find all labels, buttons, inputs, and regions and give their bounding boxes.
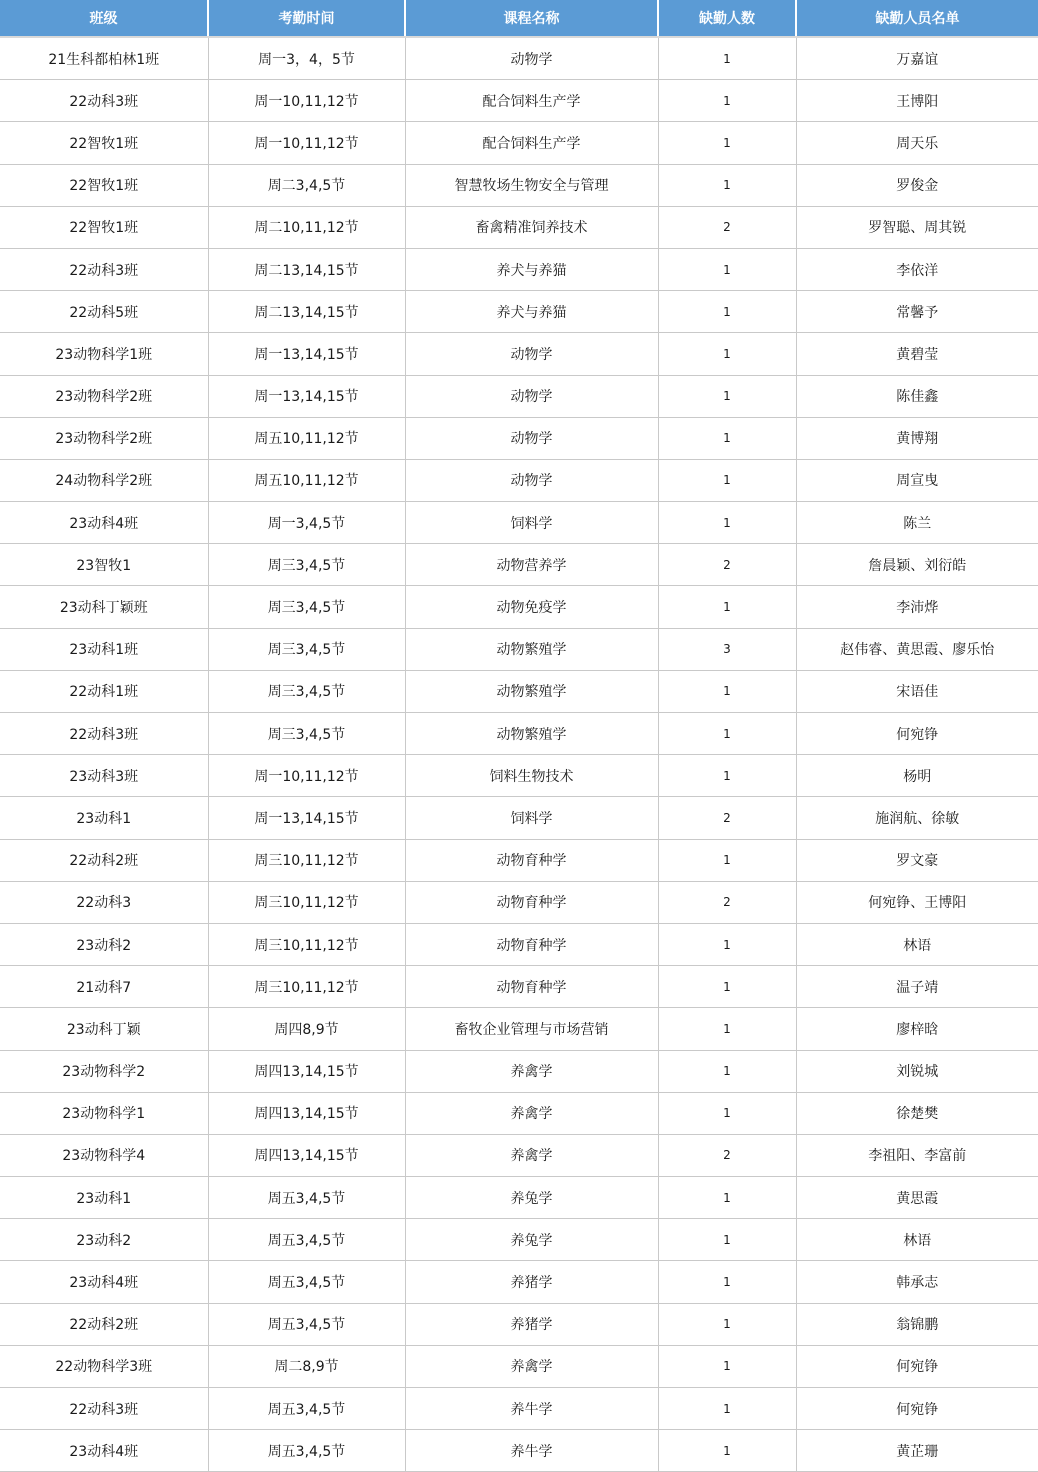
cell-class: 22智牧1班 xyxy=(0,206,208,248)
table-row xyxy=(0,1134,1038,1176)
cell-attendance-time: 周三10,11,12节 xyxy=(208,881,405,923)
cell-attendance-time: 周二3,4,5节 xyxy=(208,164,405,206)
table-row xyxy=(0,1388,1038,1430)
cell-absent-count: 1 xyxy=(658,37,796,80)
table-row xyxy=(0,839,1038,881)
cell-course-name: 动物育种学 xyxy=(405,881,658,923)
cell-attendance-time: 周一10,11,12节 xyxy=(208,80,405,122)
cell-attendance-time: 周五3,4,5节 xyxy=(208,1261,405,1303)
cell-course-name: 动物繁殖学 xyxy=(405,670,658,712)
cell-absent-names: 詹晨颖、刘衍皓 xyxy=(796,544,1038,586)
cell-absent-names: 徐楚樊 xyxy=(796,1092,1038,1134)
cell-absent-count: 1 xyxy=(658,1261,796,1303)
cell-absent-names: 韩承志 xyxy=(796,1261,1038,1303)
cell-attendance-time: 周五3,4,5节 xyxy=(208,1388,405,1430)
cell-attendance-time: 周三10,11,12节 xyxy=(208,923,405,965)
cell-class: 22动科1班 xyxy=(0,670,208,712)
cell-course-name: 养禽学 xyxy=(405,1050,658,1092)
cell-absent-count: 1 xyxy=(658,1050,796,1092)
table-row xyxy=(0,1050,1038,1092)
cell-course-name: 动物学 xyxy=(405,417,658,459)
cell-course-name: 养猪学 xyxy=(405,1261,658,1303)
cell-attendance-time: 周五3,4,5节 xyxy=(208,1430,405,1472)
cell-course-name: 养牛学 xyxy=(405,1388,658,1430)
table-row xyxy=(0,1008,1038,1050)
cell-absent-count: 1 xyxy=(658,1092,796,1134)
cell-absent-names: 黄碧莹 xyxy=(796,333,1038,375)
cell-course-name: 养禽学 xyxy=(405,1345,658,1387)
cell-absent-count: 1 xyxy=(658,375,796,417)
cell-absent-count: 1 xyxy=(658,713,796,755)
cell-absent-names: 何宛铮、王博阳 xyxy=(796,881,1038,923)
cell-class: 23动科4班 xyxy=(0,1261,208,1303)
cell-class: 23动科2 xyxy=(0,1219,208,1261)
cell-absent-count: 1 xyxy=(658,1008,796,1050)
cell-absent-names: 廖梓晗 xyxy=(796,1008,1038,1050)
cell-course-name: 畜牧企业管理与市场营销 xyxy=(405,1008,658,1050)
cell-class: 23动物科学1 xyxy=(0,1092,208,1134)
cell-course-name: 养犬与养猫 xyxy=(405,291,658,333)
cell-course-name: 养猪学 xyxy=(405,1303,658,1345)
cell-course-name: 智慧牧场生物安全与管理 xyxy=(405,164,658,206)
cell-absent-names: 施润航、徐敏 xyxy=(796,797,1038,839)
cell-absent-count: 1 xyxy=(658,333,796,375)
cell-attendance-time: 周三3,4,5节 xyxy=(208,586,405,628)
cell-class: 22智牧1班 xyxy=(0,164,208,206)
cell-class: 23动物科学2班 xyxy=(0,375,208,417)
cell-absent-names: 黄博翔 xyxy=(796,417,1038,459)
cell-absent-names: 林语 xyxy=(796,923,1038,965)
cell-course-name: 动物育种学 xyxy=(405,923,658,965)
cell-attendance-time: 周二13,14,15节 xyxy=(208,248,405,290)
table-row xyxy=(0,417,1038,459)
table-row xyxy=(0,248,1038,290)
cell-class: 22动物科学3班 xyxy=(0,1345,208,1387)
cell-class: 23动科1 xyxy=(0,797,208,839)
cell-course-name: 养兔学 xyxy=(405,1219,658,1261)
table-row xyxy=(0,1430,1038,1472)
cell-absent-count: 1 xyxy=(658,122,796,164)
table-row xyxy=(0,713,1038,755)
cell-class: 22动科2班 xyxy=(0,1303,208,1345)
cell-class: 23动物科学4 xyxy=(0,1134,208,1176)
cell-absent-names: 宋语佳 xyxy=(796,670,1038,712)
cell-class: 23动科丁颖班 xyxy=(0,586,208,628)
header-row xyxy=(0,0,1038,37)
cell-class: 22动科2班 xyxy=(0,839,208,881)
cell-absent-names: 罗文豪 xyxy=(796,839,1038,881)
cell-class: 23动物科学1班 xyxy=(0,333,208,375)
cell-absent-names: 罗智聪、周其锐 xyxy=(796,206,1038,248)
cell-absent-names: 温子靖 xyxy=(796,966,1038,1008)
cell-class: 23动科1班 xyxy=(0,628,208,670)
cell-attendance-time: 周一10,11,12节 xyxy=(208,755,405,797)
table-row xyxy=(0,459,1038,501)
table-row xyxy=(0,1177,1038,1219)
cell-course-name: 动物育种学 xyxy=(405,966,658,1008)
cell-attendance-time: 周二13,14,15节 xyxy=(208,291,405,333)
cell-class: 23动科1 xyxy=(0,1177,208,1219)
table-row xyxy=(0,1261,1038,1303)
cell-course-name: 饲料学 xyxy=(405,797,658,839)
cell-attendance-time: 周一3,4,5节 xyxy=(208,502,405,544)
cell-course-name: 配合饲料生产学 xyxy=(405,80,658,122)
cell-absent-names: 李依洋 xyxy=(796,248,1038,290)
cell-absent-count: 1 xyxy=(658,164,796,206)
cell-absent-count: 1 xyxy=(658,80,796,122)
cell-course-name: 养禽学 xyxy=(405,1134,658,1176)
table-row xyxy=(0,122,1038,164)
cell-attendance-time: 周五10,11,12节 xyxy=(208,459,405,501)
cell-attendance-time: 周一13,14,15节 xyxy=(208,375,405,417)
cell-absent-names: 陈兰 xyxy=(796,502,1038,544)
table-row xyxy=(0,1345,1038,1387)
table-row xyxy=(0,206,1038,248)
table-row xyxy=(0,586,1038,628)
cell-course-name: 饲料生物技术 xyxy=(405,755,658,797)
cell-class: 23动物科学2 xyxy=(0,1050,208,1092)
cell-class: 23动科4班 xyxy=(0,502,208,544)
cell-course-name: 动物学 xyxy=(405,459,658,501)
table-header xyxy=(0,0,1038,37)
cell-absent-count: 1 xyxy=(658,839,796,881)
cell-class: 23动科4班 xyxy=(0,1430,208,1472)
cell-attendance-time: 周三3,4,5节 xyxy=(208,544,405,586)
cell-absent-names: 周天乐 xyxy=(796,122,1038,164)
cell-absent-count: 1 xyxy=(658,586,796,628)
cell-absent-names: 何宛铮 xyxy=(796,713,1038,755)
header-attendance-time: 考勤时间 xyxy=(208,0,405,37)
table-row xyxy=(0,544,1038,586)
cell-absent-count: 1 xyxy=(658,755,796,797)
table-row xyxy=(0,881,1038,923)
cell-course-name: 动物学 xyxy=(405,37,658,80)
table-row xyxy=(0,1303,1038,1345)
cell-attendance-time: 周四13,14,15节 xyxy=(208,1092,405,1134)
cell-class: 23动科3班 xyxy=(0,755,208,797)
cell-class: 22动科3班 xyxy=(0,1388,208,1430)
cell-course-name: 饲料学 xyxy=(405,502,658,544)
cell-absent-count: 1 xyxy=(658,1345,796,1387)
cell-absent-count: 1 xyxy=(658,966,796,1008)
cell-class: 22动科3 xyxy=(0,881,208,923)
table-row xyxy=(0,502,1038,544)
cell-absent-count: 1 xyxy=(658,1219,796,1261)
cell-absent-names: 黄芷珊 xyxy=(796,1430,1038,1472)
cell-attendance-time: 周三3,4,5节 xyxy=(208,628,405,670)
cell-class: 21动科7 xyxy=(0,966,208,1008)
cell-course-name: 动物学 xyxy=(405,375,658,417)
cell-class: 21生科都柏林1班 xyxy=(0,37,208,80)
cell-absent-count: 3 xyxy=(658,628,796,670)
cell-absent-names: 李沛烨 xyxy=(796,586,1038,628)
cell-attendance-time: 周五3,4,5节 xyxy=(208,1219,405,1261)
cell-absent-count: 1 xyxy=(658,923,796,965)
table-row xyxy=(0,164,1038,206)
cell-absent-names: 常馨予 xyxy=(796,291,1038,333)
cell-class: 22动科3班 xyxy=(0,713,208,755)
cell-attendance-time: 周二10,11,12节 xyxy=(208,206,405,248)
cell-course-name: 养兔学 xyxy=(405,1177,658,1219)
cell-course-name: 配合饲料生产学 xyxy=(405,122,658,164)
cell-absent-count: 1 xyxy=(658,1430,796,1472)
cell-class: 23动物科学2班 xyxy=(0,417,208,459)
table-row xyxy=(0,797,1038,839)
cell-course-name: 动物学 xyxy=(405,333,658,375)
cell-absent-names: 杨明 xyxy=(796,755,1038,797)
cell-attendance-time: 周四8,9节 xyxy=(208,1008,405,1050)
cell-absent-count: 1 xyxy=(658,1177,796,1219)
cell-course-name: 养犬与养猫 xyxy=(405,248,658,290)
cell-absent-names: 黄思霞 xyxy=(796,1177,1038,1219)
table-row xyxy=(0,923,1038,965)
header-absent-names: 缺勤人员名单 xyxy=(796,0,1038,37)
cell-absent-count: 2 xyxy=(658,881,796,923)
table-row xyxy=(0,1092,1038,1134)
cell-class: 23智牧1 xyxy=(0,544,208,586)
cell-absent-names: 陈佳鑫 xyxy=(796,375,1038,417)
header-absent-count: 缺勤人数 xyxy=(658,0,796,37)
cell-attendance-time: 周一10,11,12节 xyxy=(208,122,405,164)
table-row xyxy=(0,1219,1038,1261)
cell-absent-count: 1 xyxy=(658,459,796,501)
header-class: 班级 xyxy=(0,0,208,37)
cell-absent-names: 周宣曳 xyxy=(796,459,1038,501)
cell-course-name: 养牛学 xyxy=(405,1430,658,1472)
cell-absent-names: 何宛铮 xyxy=(796,1388,1038,1430)
cell-course-name: 动物繁殖学 xyxy=(405,628,658,670)
cell-course-name: 动物营养学 xyxy=(405,544,658,586)
cell-absent-count: 1 xyxy=(658,417,796,459)
header-course-name: 课程名称 xyxy=(405,0,658,37)
cell-absent-count: 2 xyxy=(658,797,796,839)
cell-absent-count: 1 xyxy=(658,1303,796,1345)
cell-attendance-time: 周一13,14,15节 xyxy=(208,797,405,839)
cell-course-name: 养禽学 xyxy=(405,1092,658,1134)
cell-class: 22动科5班 xyxy=(0,291,208,333)
cell-absent-count: 1 xyxy=(658,291,796,333)
table-row xyxy=(0,333,1038,375)
cell-class: 22动科3班 xyxy=(0,248,208,290)
cell-attendance-time: 周三10,11,12节 xyxy=(208,966,405,1008)
cell-absent-count: 1 xyxy=(658,670,796,712)
cell-absent-names: 李祖阳、李富前 xyxy=(796,1134,1038,1176)
cell-attendance-time: 周二8,9节 xyxy=(208,1345,405,1387)
cell-absent-count: 2 xyxy=(658,544,796,586)
table-row xyxy=(0,755,1038,797)
cell-attendance-time: 周四13,14,15节 xyxy=(208,1050,405,1092)
table-row xyxy=(0,670,1038,712)
cell-absent-count: 1 xyxy=(658,502,796,544)
cell-attendance-time: 周四13,14,15节 xyxy=(208,1134,405,1176)
cell-absent-names: 万嘉谊 xyxy=(796,37,1038,80)
table-row xyxy=(0,37,1038,80)
cell-absent-count: 2 xyxy=(658,1134,796,1176)
table-row xyxy=(0,291,1038,333)
cell-absent-names: 罗俊金 xyxy=(796,164,1038,206)
cell-attendance-time: 周一13,14,15节 xyxy=(208,333,405,375)
cell-course-name: 动物繁殖学 xyxy=(405,713,658,755)
cell-class: 22智牧1班 xyxy=(0,122,208,164)
cell-class: 24动物科学2班 xyxy=(0,459,208,501)
cell-absent-names: 林语 xyxy=(796,1219,1038,1261)
cell-attendance-time: 周五3,4,5节 xyxy=(208,1177,405,1219)
cell-course-name: 畜禽精准饲养技术 xyxy=(405,206,658,248)
cell-absent-names: 翁锦鹏 xyxy=(796,1303,1038,1345)
cell-class: 23动科2 xyxy=(0,923,208,965)
cell-attendance-time: 周三3,4,5节 xyxy=(208,713,405,755)
table-row xyxy=(0,628,1038,670)
table-row xyxy=(0,966,1038,1008)
cell-absent-count: 1 xyxy=(658,1388,796,1430)
cell-absent-count: 2 xyxy=(658,206,796,248)
cell-attendance-time: 周一3，4，5节 xyxy=(208,37,405,80)
cell-absent-names: 刘锐城 xyxy=(796,1050,1038,1092)
table-body xyxy=(0,37,1038,1472)
cell-class: 23动科丁颖 xyxy=(0,1008,208,1050)
cell-absent-count: 1 xyxy=(658,248,796,290)
cell-absent-names: 赵伟睿、黄思霞、廖乐怡 xyxy=(796,628,1038,670)
cell-attendance-time: 周三10,11,12节 xyxy=(208,839,405,881)
cell-course-name: 动物免疫学 xyxy=(405,586,658,628)
cell-course-name: 动物育种学 xyxy=(405,839,658,881)
cell-class: 22动科3班 xyxy=(0,80,208,122)
cell-attendance-time: 周五3,4,5节 xyxy=(208,1303,405,1345)
cell-absent-names: 王博阳 xyxy=(796,80,1038,122)
cell-absent-names: 何宛铮 xyxy=(796,1345,1038,1387)
table-row xyxy=(0,375,1038,417)
table-row xyxy=(0,80,1038,122)
cell-attendance-time: 周五10,11,12节 xyxy=(208,417,405,459)
cell-attendance-time: 周三3,4,5节 xyxy=(208,670,405,712)
